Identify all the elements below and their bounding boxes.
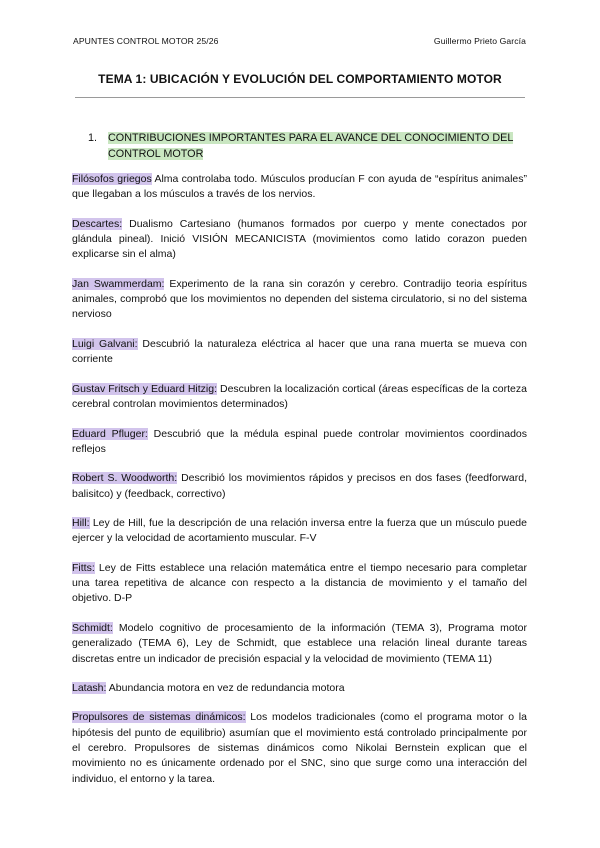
entry-fritsch-hitzig xyxy=(72,382,527,413)
entry-text: Ley de Fitts establece una relación matemática entre el tiempo necesario para completar una tarea repetitiva de alcance con respecto a la distancia de movimiento y el tamaño del objetivo. D-P xyxy=(72,561,527,605)
entry-term: Schmidt: xyxy=(72,621,113,634)
header-author: Guillermo Prieto García xyxy=(433,36,526,46)
entry-term: Robert S. Woodworth: xyxy=(72,472,178,485)
entry-term: Descartes: xyxy=(72,217,123,230)
header-course: APUNTES CONTROL MOTOR 25/26 xyxy=(73,36,219,46)
section-number: 1. xyxy=(88,132,98,144)
entry-fitts xyxy=(72,561,527,607)
entry-text: Describió los movimientos rápidos y precisos en dos fases (feedforward, balisitco) y (feedback, correctivo) xyxy=(72,472,527,500)
entry-text: Experimento de la rana sin corazón y cerebro. Contradijo teoria espíritus animales, comprobó que los movimientos no dependen del sistema circulatorio, si no del sistema nervioso xyxy=(72,277,527,321)
entry-eduard-pfluger xyxy=(72,427,527,458)
entry-text: Modelo cognitivo de procesamiento de la información (TEMA 3), Programa motor generalizado (TEMA 6), Ley de Schmidt, que establece una relación lineal durante tareas discretas entre un indicador de precisión espacial y la velocidad de movimiento (TEMA 11) xyxy=(72,621,527,665)
entry-term: Hill: xyxy=(72,517,90,530)
entry-text: Descubren la localización cortical (áreas específicas de la corteza cerebral controlan movimientos determinados) xyxy=(72,382,527,411)
entry-text: Ley de Hill, fue la descripción de una relación inversa entre la fuerza que un músculo puede ejercer y la velocidad de acortamiento muscular. F-V xyxy=(72,517,527,545)
entry-term: Gustav Fritsch y Eduard Hitzig: xyxy=(72,382,218,395)
entry-term: Luigi Galvani: xyxy=(72,337,138,350)
entry-text: Dualismo Cartesiano (humanos formados por cuerpo y mente conectados por glándula pineal). Inició VISIÓN MECANICISTA (movimientos como latido corazon pueden explicarse sin el alma) xyxy=(72,217,527,261)
entry-descartes xyxy=(72,217,527,263)
entry-term: Jan Swammerdam: xyxy=(72,277,165,290)
entry-text: Descubrió que la médula espinal puede controlar movimientos coordinados reflejos xyxy=(72,427,527,455)
entry-term: Fitts: xyxy=(72,561,95,574)
entry-term: Latash: xyxy=(72,682,107,694)
section-heading-text-block xyxy=(108,131,528,162)
entry-hill xyxy=(72,516,527,547)
entry-term: Filósofos griegos xyxy=(72,173,152,185)
entry-jan-swammerdam xyxy=(72,277,527,323)
entry-latash xyxy=(72,681,527,696)
page-title: TEMA 1: UBICACIÓN Y EVOLUCIÓN DEL COMPORTAMIENTO MOTOR xyxy=(98,72,502,86)
entries-list xyxy=(72,172,527,801)
title-divider xyxy=(75,97,525,98)
section-heading-text: CONTRIBUCIONES IMPORTANTES PARA EL AVANCE DEL CONOCIMIENTO DEL CONTROL MOTOR xyxy=(108,132,514,160)
entry-text: Abundancia motora en vez de redundancia motora xyxy=(106,682,345,694)
entry-term: Propulsores de sistemas dinámicos: xyxy=(72,711,246,724)
entry-robert-woodworth xyxy=(72,471,527,502)
entry-term: Eduard Pfluger: xyxy=(72,427,148,440)
entry-text: Los modelos tradicionales (como el programa motor o la hipótesis del punto de equilibrio) asumían que el movimiento está controlado principalmente por el cerebro. Propulsores de sistemas dinámicos como Nikolai Bernstein explican que el movimiento no es únicamente ordenado por el SNC, sino que surge como una interacción del individuo, el entorno y la tarea. xyxy=(72,711,527,785)
section-heading xyxy=(88,131,528,162)
entry-luigi-galvani xyxy=(72,337,527,368)
entry-text: Descubrió la naturaleza eléctrica al hacer que una rana muerta se mueva con corriente xyxy=(72,337,527,366)
entry-filosofos-griegos xyxy=(72,172,527,203)
entry-schmidt xyxy=(72,621,527,667)
entry-sistemas-dinamicos xyxy=(72,710,527,786)
entry-text: Alma controlaba todo. Músculos producían F con ayuda de “espíritus animales” que llegaban a los músculos a través de los nervios. xyxy=(72,173,527,201)
